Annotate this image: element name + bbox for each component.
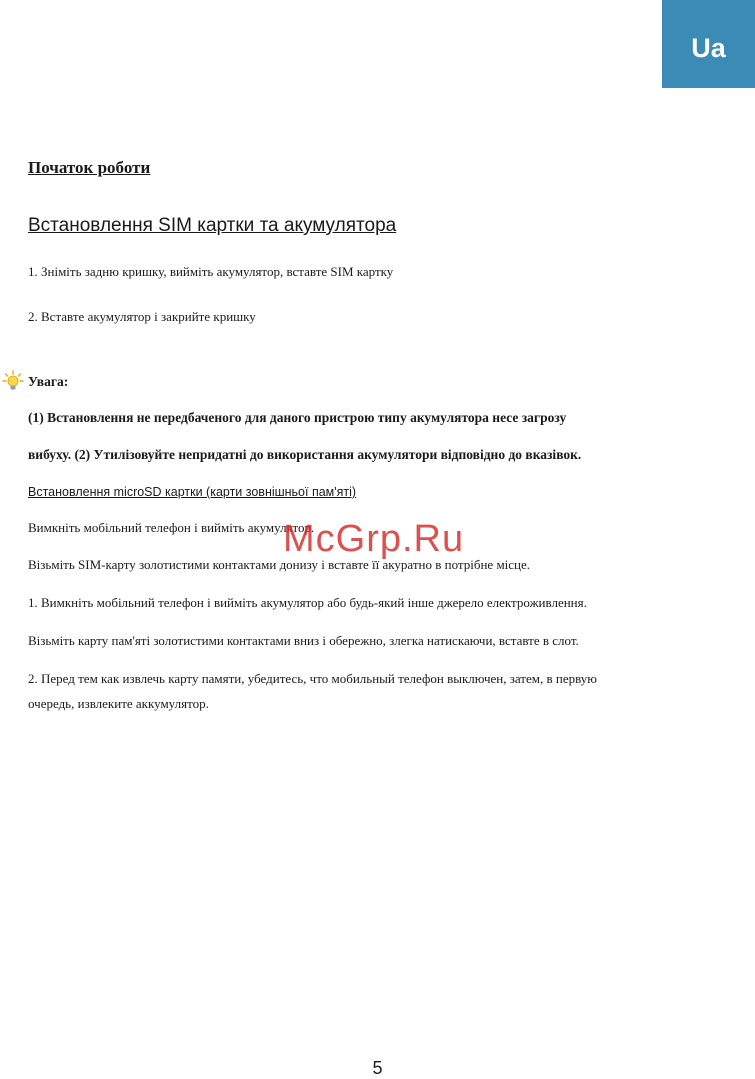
step-1: 1. Зніміть задню кришку, вийміть акумулятор, вставте SIM картку	[28, 264, 394, 279]
section-title: Початок роботи	[28, 158, 151, 177]
microsd-line-1: Вимкніть мобільний телефон і вийміть акумулятор.	[28, 520, 315, 535]
watermark: McGrp.Ru	[283, 518, 465, 560]
microsd-subtitle: Встановлення microSD картки (карти зовнішньої пам'яті)	[28, 485, 357, 499]
warning-label: Увага:	[28, 374, 69, 389]
language-tab	[662, 0, 755, 88]
warning-line-2: вибуху. (2) Утилізовуйте непридатні до використання акумулятори відповідно до вказівок.	[28, 447, 582, 462]
warning-line-1: (1) Встановлення не передбаченого для даного пристрою типу акумулятора несе загрозу	[28, 410, 567, 425]
step-2: 2. Вставте акумулятор і закрийте кришку	[28, 309, 256, 324]
lightbulb-icon	[2, 370, 24, 392]
language-code: Ua	[691, 32, 726, 63]
microsd-line-6: очередь, извлеките аккумулятор.	[28, 696, 209, 711]
microsd-line-4: Візьміть карту пам'яті золотистими контактами вниз і обережно, злегка натискаючи, вставте в слот.	[28, 633, 579, 648]
microsd-line-2: Візьміть SIM-карту золотистими контактами донизу і вставте її акуратно в потрібне місце.	[28, 557, 531, 572]
sim-battery-subtitle: Встановлення SIM картки та акумулятора	[28, 215, 397, 236]
page-number: 5	[372, 1058, 383, 1078]
microsd-line-5: 2. Перед тем как извлечь карту памяти, убедитесь, что мобильный телефон выключен, затем, в первую	[28, 671, 598, 686]
microsd-line-3: 1. Вимкніть мобільний телефон і вийміть акумулятор або будь-який інше джерело електроживлення.	[28, 595, 587, 610]
